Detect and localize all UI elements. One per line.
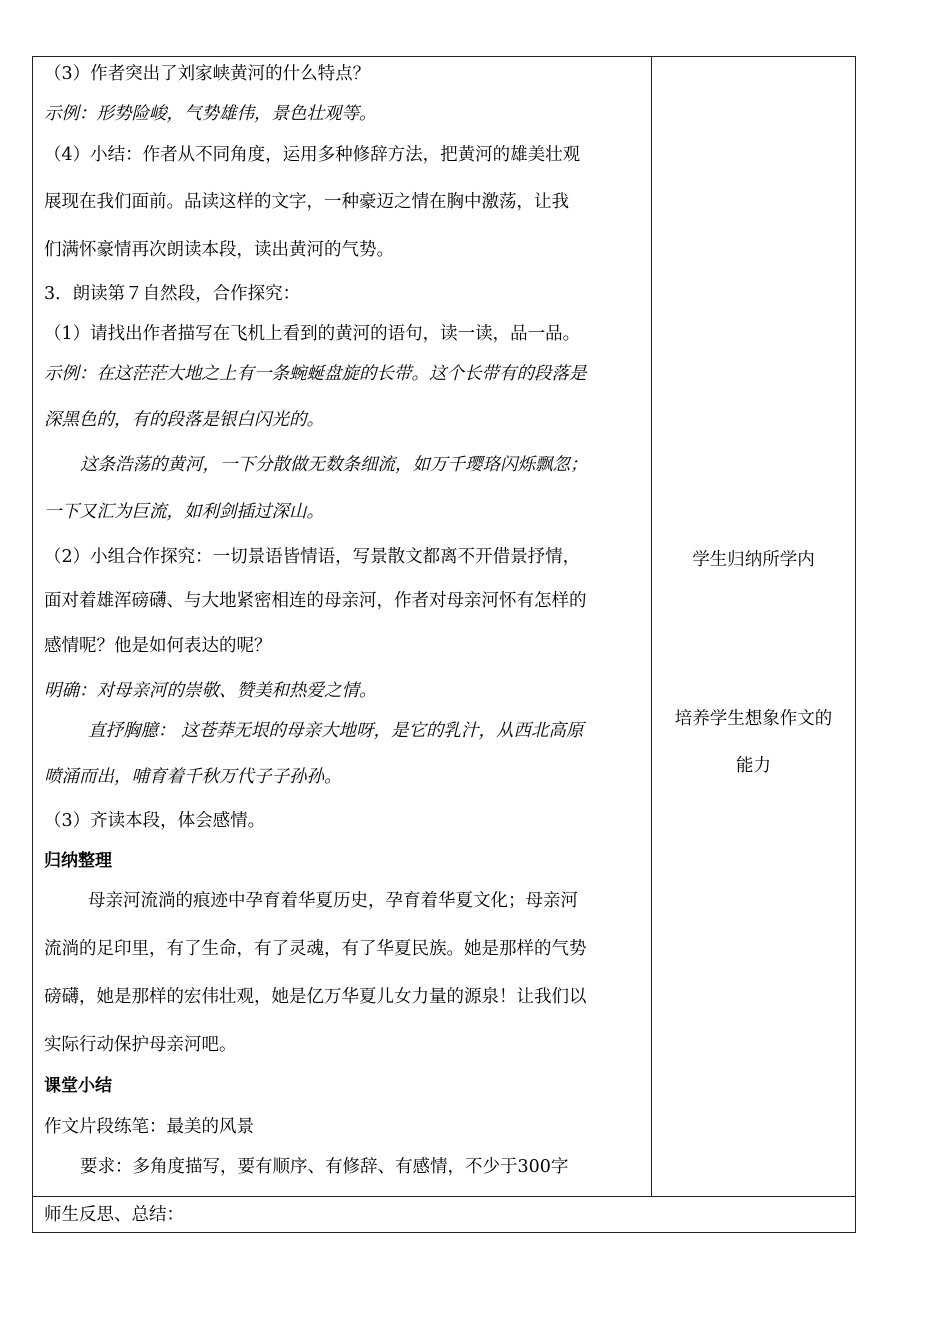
side-note-imagination-line-2: 能力 (736, 756, 771, 776)
example-line-1: 示例：在这茫茫大地之上有一条蜿蜒盘旋的长带。这个长带有的段落是 (44, 364, 587, 384)
writing-requirements: 要求：多角度描写，要有顺序、有修辞、有感情，不少于300字 (80, 1157, 569, 1177)
summary-4-line-1: （4）小结：作者从不同角度，运用多种修辞方法，把黄河的雄美壮观 (44, 145, 581, 165)
quote-line-1: 这条浩荡的黄河，一下分散做无数条细流，如万千璎珞闪烁飘忽； (80, 455, 588, 475)
summary-4-line-2: 展现在我们面前。品读这样的文字，一种豪迈之情在胸中激荡，让我 (44, 192, 569, 212)
question-3: （3）作者突出了刘家峡黄河的什么特点？ (44, 64, 371, 84)
task-2-line-3: 感情呢？他是如何表达的呢？ (44, 636, 272, 656)
conclusion-line-4: 实际行动保护母亲河吧。 (44, 1035, 237, 1055)
summary-4-line-3: 们满怀豪情再次朗读本段，读出黄河的气势。 (44, 240, 394, 260)
clarify-answer: 明确：对母亲河的崇敬、赞美和热爱之情。 (44, 681, 377, 701)
task-2-line-1: （2）小组合作探究：一切景语皆情语，写景散文都离不开借景抒情， (44, 547, 581, 567)
heading-summary-arrange: 归纳整理 (44, 851, 112, 871)
row-divider (32, 1196, 856, 1197)
example-line-2: 深黑色的，有的段落是银白闪光的。 (44, 410, 324, 430)
conclusion-line-2: 流淌的足印里，有了生命，有了灵魂，有了华夏民族。她是那样的气势 (44, 939, 587, 959)
column-divider (651, 56, 652, 1197)
task-3: （3）齐读本段，体会感情。 (44, 811, 266, 831)
side-note-summarize: 学生归纳所学内 (692, 550, 815, 570)
side-note-imagination-line-1: 培养学生想象作文的 (674, 709, 833, 729)
conclusion-line-1: 母亲河流淌的痕迹中孕育着华夏历史，孕育着华夏文化；母亲河 (88, 891, 578, 911)
quote-line-2: 一下又汇为巨流，如利剑插过深山。 (44, 502, 324, 522)
example-answer-3: 示例：形势险峻，气势雄伟，景色壮观等。 (44, 104, 377, 124)
direct-expression-line-2: 喷涌而出，哺育着千秋万代子子孙孙。 (44, 767, 342, 787)
direct-expression-line-1: 直抒胸臆： 这苍莽无垠的母亲大地呀，是它的乳汁，从西北高原 (88, 721, 584, 741)
heading-class-summary: 课堂小结 (44, 1076, 112, 1096)
task-2-line-2: 面对着雄浑磅礴、与大地紧密相连的母亲河，作者对母亲河怀有怎样的 (44, 591, 587, 611)
task-1: （1）请找出作者描写在飞机上看到的黄河的语句，读一读，品一品。 (44, 324, 581, 344)
reflection-label: 师生反思、总结： (44, 1205, 184, 1225)
writing-exercise: 作文片段练笔：最美的风景 (44, 1117, 254, 1137)
section-3-heading: 3．朗读第７自然段，合作探究： (44, 284, 301, 304)
conclusion-line-3: 磅礴，她是那样的宏伟壮观，她是亿万华夏儿女力量的源泉！让我们以 (44, 987, 587, 1007)
